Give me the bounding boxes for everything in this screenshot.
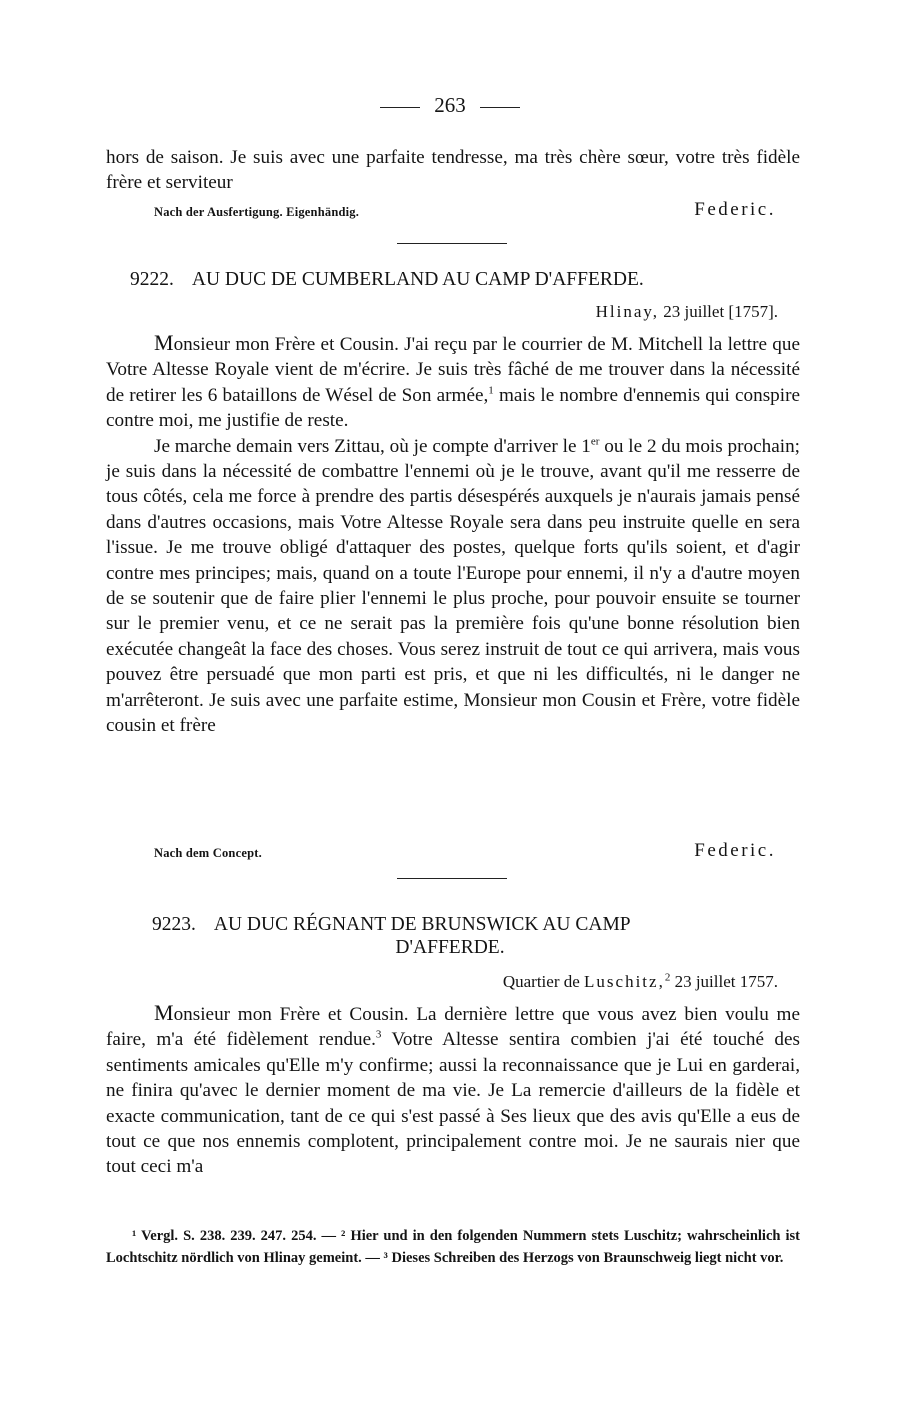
- continuation-text: hors de saison. Je suis avec une parfaite tendresse, ma très chère sœur, votre très fidèle frère et serviteur: [106, 147, 800, 194]
- continuation-block: [106, 145, 800, 196]
- footnote-ref: 3: [375, 1029, 382, 1042]
- section-divider: [397, 878, 507, 879]
- section-divider: [397, 243, 507, 244]
- closing-row-1: [106, 199, 800, 225]
- closing-row-2: [106, 840, 800, 866]
- footnote-ref: 1: [488, 384, 494, 397]
- dateline: [503, 972, 778, 992]
- letter-title-line2: D'AFFERDE.: [395, 937, 505, 958]
- letter-title: AU DUC RÉGNANT DE BRUNSWICK AU CAMP: [213, 914, 631, 935]
- signature: Federic.: [694, 199, 776, 220]
- letter-body: [106, 1000, 800, 1180]
- letter-title: AU DUC DE CUMBERLAND AU CAMP D'AFFERDE.: [191, 269, 644, 290]
- dateline: [596, 302, 778, 322]
- date: 23 juillet [1757].: [663, 302, 778, 321]
- letter-heading: [152, 913, 772, 937]
- page-number-dash-left: [380, 107, 420, 108]
- footnotes: ¹ Vergl. S. 238. 239. 247. 254. — ² Hier und in den folgenden Nummern stets Luschitz; wahrscheinlich ist Lochtschitz nördlich von Hlinay gemeint. — ³ Dieses Schreiben des Herzogs von Braunschweig liegt nicht vor.: [106, 1228, 800, 1266]
- signature: Federic.: [694, 840, 776, 861]
- footnote-ref: 2: [664, 971, 671, 984]
- source-note: Nach dem Concept.: [154, 846, 262, 860]
- place: Hlinay,: [595, 302, 660, 321]
- letter-number: 9222.: [130, 269, 174, 290]
- date: 23 juillet 1757.: [674, 972, 778, 991]
- paragraph: Monsieur mon Frère et Cousin. J'ai reçu par le courrier de M. Mitchell la lettre que Votre Altesse Royale vient de m'écrire. Je suis très fâché de me trouver dans la nécessité de retirer les 6 bataillons de Wésel de Son armée,$^1$ mais le nombre d'ennemis qui conspire contre moi, me justifie de reste.: [106, 330, 800, 432]
- superscript: er: [590, 435, 600, 448]
- letter-heading: [130, 268, 780, 292]
- letter-body: [106, 330, 800, 739]
- paragraph: Monsieur mon Frère et Cousin. La dernière lettre que vous avez bien voulu me faire, m'a été fidèlement rendue.$^3$ Votre Altesse sentira combien j'ai été touché des sentiments amicales qu'Elle m'y confirme; aussi la reconnaissance que je Lui en garderai, ne finira qu'avec le dernier moment de ma vie. Je La remercie d'ailleurs de la fidèle et exacte communication, tant de ce qui s'est passé à Ses lieux que des avis qu'Elle a eus de tout ce que nos ennemis complotent, principalement contre moi. Je ne saurais nier que tout ceci m'a: [106, 1000, 800, 1178]
- place: Luschitz,: [584, 972, 665, 991]
- source-note: Nach der Ausfertigung. Eigenhändig.: [154, 205, 360, 219]
- page-number-dash-right: [480, 107, 520, 108]
- place-prefix: Quartier de: [502, 972, 580, 991]
- letter-number: 9223.: [152, 914, 196, 935]
- paragraph: Je marche demain vers Zittau, où je compte d'arriver le 1er ou le 2 du mois prochain; je suis dans la nécessité de combattre l'ennemi où je le trouve, avant qu'il me resserre de tous côtés, cela me force à prendre des partis désespérés auxquels je n'aurais jamais pensé dans d'autres occasions, mais Votre Altesse Royale sera dans peu instruite quelle en sera l'issue. Je me trouve obligé d'attaquer des postes, quelque forts qu'ils soient, et d'agir contre mes principes; mais, quand on a toute l'Europe pour ennemi, il n'y a d'autre moyen de se soutenir que de faire plier l'ennemi le plus proche, pour pouvoir ensuite se tourner sur le premier venu, et ce ne serait pas la première fois qu'une bonne résolution bien exécutée changeât la face des choses. Vous serez instruit de tout ce qui arrivera, mais vous pouvez être persuadé que mon parti est pris, et que ni les difficultés, ni le danger ne m'arrêteront. Je suis avec une parfaite estime, Monsieur mon Cousin et Frère, votre fidèle cousin et frère: [106, 435, 801, 737]
- page-number: 263: [0, 92, 900, 118]
